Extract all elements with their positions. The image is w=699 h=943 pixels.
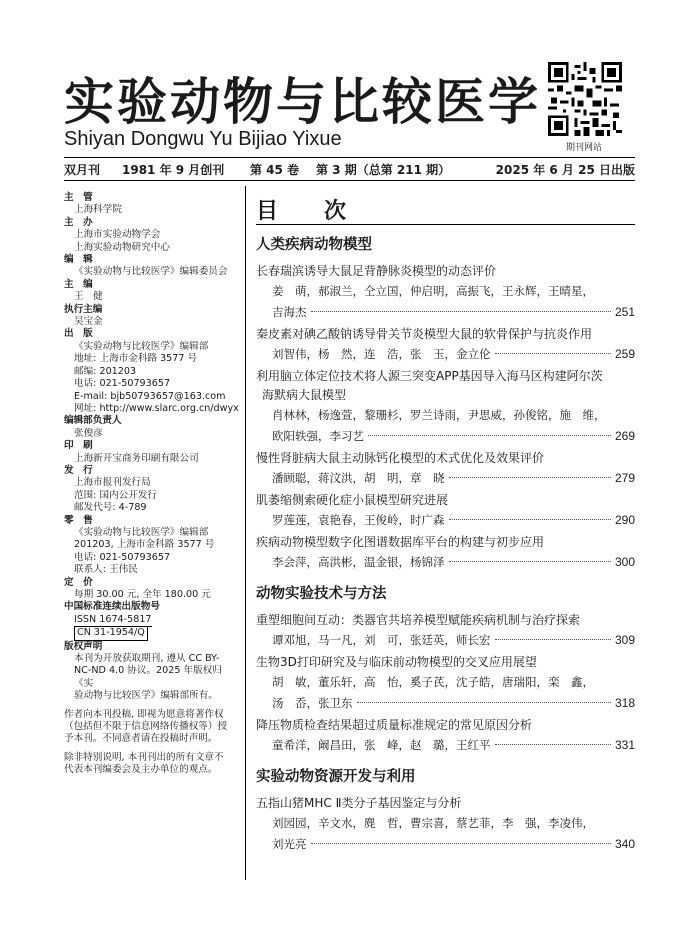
copyright-text: NC-ND 4.0 协议。2025 年版权归《实 <box>74 665 222 689</box>
copyright-note: 作者向本刊投稿, 即视为愿意将著作权 <box>64 708 224 720</box>
article-title: 利用脑立体定位技术将人源三突变APP基因导入海马区构建阿尔茨 <box>256 369 603 383</box>
editor-label: 编 辑 <box>64 254 93 266</box>
exec-editor: 吴宝金 <box>74 316 103 328</box>
page-number: 290 <box>614 513 635 527</box>
copyright-note: （包括但不限于信息网络传播权等）授 <box>64 721 228 733</box>
publisher-label: 出 版 <box>64 328 93 340</box>
article-title: 重塑细胞间互动：类器官共培养模型赋能疾病机制与治疗探索 <box>256 613 581 627</box>
copyright-text: 本刊为开放获取期刊, 遵从 CC BY- <box>74 653 220 665</box>
article-authors: 汤 岙，张卫东 <box>272 696 353 710</box>
leader-dots <box>495 744 611 745</box>
publisher-website: 网址: http://www.slarc.org.cn/dwyx <box>74 402 239 414</box>
retail-label: 零 售 <box>64 514 93 526</box>
page-number: 331 <box>614 738 635 752</box>
leader-dots <box>449 477 611 478</box>
section-title: 实验动物资源开发与利用 <box>256 769 416 785</box>
leader-dots <box>495 639 611 640</box>
distribution-scope: 范围: 国内公开发行 <box>74 489 158 501</box>
article-author-line <box>256 510 635 531</box>
article-author-line <box>256 468 635 489</box>
article-authors: 刘园园，辛文水，麂 哲，曹宗喜，蔡艺菲，李 强，李凌伟， <box>272 816 594 830</box>
article-title: 五指山猪MHC Ⅱ类分子基因鉴定与分析 <box>256 796 462 810</box>
retail-phone: 电话: 021-50793657 <box>74 551 171 563</box>
page-number: 300 <box>614 555 635 569</box>
article-authors: 刘智伟，杨 然，连 浩，张 玉，金立伦 <box>272 347 491 361</box>
page-number: 340 <box>614 837 635 851</box>
article-author-line <box>256 693 635 714</box>
article-author-line <box>256 302 635 323</box>
sponsor-label: 主 办 <box>64 216 93 228</box>
toc-heading-rule <box>256 224 635 225</box>
section-title: 人类疾病动物模型 <box>256 237 372 253</box>
volume: 第 45 卷 <box>250 163 300 177</box>
dept-head-label: 编辑部负责人 <box>64 415 122 427</box>
qr-code-icon <box>548 62 622 136</box>
copyright-note: 予本刊。不同意者请在投稿时声明。 <box>64 733 218 745</box>
exec-editor-label: 执行主编 <box>64 303 103 315</box>
chief-editor: 王 健 <box>74 291 103 303</box>
leader-dots <box>495 353 611 354</box>
publisher-address: 地址: 上海市金科路 3577 号 <box>74 353 198 365</box>
price: 每期 30.00 元, 全年 180.00 元 <box>74 589 211 600</box>
sponsor: 上海市实验动物学会 <box>74 229 161 241</box>
article-author-line <box>256 735 635 756</box>
journal-title-en: Shiyan Dongwu Yu Bijiao Yixue <box>64 128 342 150</box>
retail-contact: 联系人: 王伟民 <box>74 564 138 576</box>
founded: 1981 年 9 月创刊 <box>122 163 225 177</box>
toc-entry[interactable] <box>256 449 635 489</box>
disclaimer-note: 除非特别说明, 本刊刊出的所有文章不 <box>64 751 224 763</box>
leader-dots <box>449 561 611 562</box>
article-authors: 吉海杰 <box>272 305 307 319</box>
column-divider <box>245 186 246 880</box>
leader-dots <box>311 311 611 312</box>
leader-dots <box>449 519 611 520</box>
supervisor: 上海科学院 <box>74 204 122 216</box>
article-title: 慢性肾脏病大鼠主动脉钙化模型的术式优化及效果评价 <box>256 451 545 465</box>
copyright-label: 版权声明 <box>64 640 103 652</box>
disclaimer-note: 代表本刊编委会及主办单位的观点。 <box>64 764 218 776</box>
article-authors: 姜 萌，郝淑兰，仝立国，仲启明，高振飞，王永辉，王晴星， <box>272 284 594 298</box>
page-number: 309 <box>614 633 635 647</box>
publish-date: 2025 年 6 月 25 日出版 <box>495 163 635 177</box>
qr-caption: 期刊网站 <box>566 143 603 153</box>
distributor: 上海市报刊发行局 <box>74 477 151 489</box>
editor: 《实验动物与比较医学》编辑委员会 <box>74 266 228 278</box>
cn-number: CN 31-1954/Q <box>74 627 148 640</box>
page-number: 251 <box>614 305 635 319</box>
article-authors: 罗莲莲，袁艳春，王俊岭，时广森 <box>272 513 445 527</box>
toc-entry[interactable] <box>256 716 635 756</box>
header-rule-top <box>64 157 635 158</box>
page-number: 279 <box>614 471 635 485</box>
article-authors: 潘顾聪，蒋汶洪，胡 明，章 晓 <box>272 471 445 485</box>
article-authors: 欧阳轶强，李习艺 <box>272 429 364 443</box>
retail: 《实验动物与比较医学》编辑部 <box>74 526 209 538</box>
article-author-line <box>256 344 635 365</box>
frequency: 双月刊 <box>64 163 101 177</box>
toc-entry[interactable] <box>256 653 635 714</box>
article-authors: 李会萍，高洪彬，温金银，杨锦泽 <box>272 555 445 569</box>
issue-info-bar <box>64 161 635 177</box>
leader-dots <box>311 843 611 844</box>
article-authors: 肖林林，杨逸萱，黎珊杉，罗兰诗雨，尹思威，孙俊铭，施 维， <box>272 408 606 422</box>
article-title: 生物3D打印研究及与临床前动物模型的交叉应用展望 <box>256 655 537 669</box>
article-title-cont: 海默病大鼠模型 <box>262 388 347 402</box>
issn-label: 中国标准连续出版物号 <box>64 601 160 613</box>
leader-dots <box>368 435 611 436</box>
article-title: 疾病动物模型数字化图谱数据库平台的构建与初步应用 <box>256 535 545 549</box>
journal-title-cn: 实验动物与比较医学 <box>64 72 541 131</box>
sponsor: 上海实验动物研究中心 <box>74 241 170 253</box>
price-label: 定 价 <box>64 576 93 588</box>
page-number: 259 <box>614 347 635 361</box>
dept-head: 张俊彦 <box>74 427 103 439</box>
issn: ISSN 1674-5817 <box>74 614 152 627</box>
leader-dots <box>357 702 611 703</box>
publisher-phone: 电话: 021-50793657 <box>74 378 171 390</box>
article-authors: 谭邓旭，马一凡，刘 可，张廷英，师长宏 <box>272 633 491 647</box>
page-number: 318 <box>614 696 635 710</box>
article-authors: 胡 敏，董乐轩，高 怡，奚子芪，沈子皓，唐瑞阳，栾 鑫， <box>272 675 594 689</box>
article-title: 降压物质检查结果超过质量标准规定的常见原因分析 <box>256 718 533 732</box>
postal-code: 邮发代号: 4-789 <box>74 502 147 514</box>
distributor-label: 发 行 <box>64 464 93 476</box>
supervisor-label: 主 管 <box>64 192 93 203</box>
printer-label: 印 刷 <box>64 440 93 452</box>
printer: 上海新开宝商务印刷有限公司 <box>74 452 199 464</box>
header-rule-bottom <box>64 180 635 181</box>
toc-entry[interactable] <box>256 367 635 447</box>
chief-editor-label: 主 编 <box>64 278 93 290</box>
table-of-contents <box>256 232 635 857</box>
publisher: 《实验动物与比较医学》编辑部 <box>74 340 209 352</box>
retail-address: 201203, 上海市金科路 3577 号 <box>74 539 215 551</box>
toc-entry[interactable] <box>256 794 635 855</box>
toc-entry[interactable] <box>256 262 635 323</box>
article-author-line <box>256 834 635 855</box>
article-author-line <box>256 552 635 573</box>
toc-entry[interactable] <box>256 533 635 573</box>
section-title: 动物实验技术与方法 <box>256 586 387 602</box>
toc-heading: 目 次 <box>256 198 359 224</box>
article-author-line <box>256 630 635 651</box>
masthead <box>64 192 240 777</box>
publisher-email: E-mail: bjb50793657@163.com <box>74 390 226 402</box>
article-authors: 刘光亮 <box>272 837 307 851</box>
toc-entry[interactable] <box>256 325 635 365</box>
toc-entry[interactable] <box>256 611 635 651</box>
article-authors: 童希洋，阚昌田，张 峰，赵 璐，王红平 <box>272 738 491 752</box>
toc-entry[interactable] <box>256 491 635 531</box>
article-title: 秦皮素对碘乙酸钠诱导骨关节炎模型大鼠的软骨保护与抗炎作用 <box>256 327 593 341</box>
copyright-text: 验动物与比较医学》编辑部所有。 <box>74 690 218 702</box>
article-title: 肌萎缩侧索硬化症小鼠模型研究进展 <box>256 493 449 507</box>
issue: 第 3 期（总第 211 期） <box>316 163 451 177</box>
article-author-line <box>256 426 635 447</box>
page-number: 269 <box>614 429 635 443</box>
article-title: 长春瑞滨诱导大鼠足背静脉炎模型的动态评价 <box>256 264 497 278</box>
publisher-postcode: 邮编: 201203 <box>74 365 137 377</box>
